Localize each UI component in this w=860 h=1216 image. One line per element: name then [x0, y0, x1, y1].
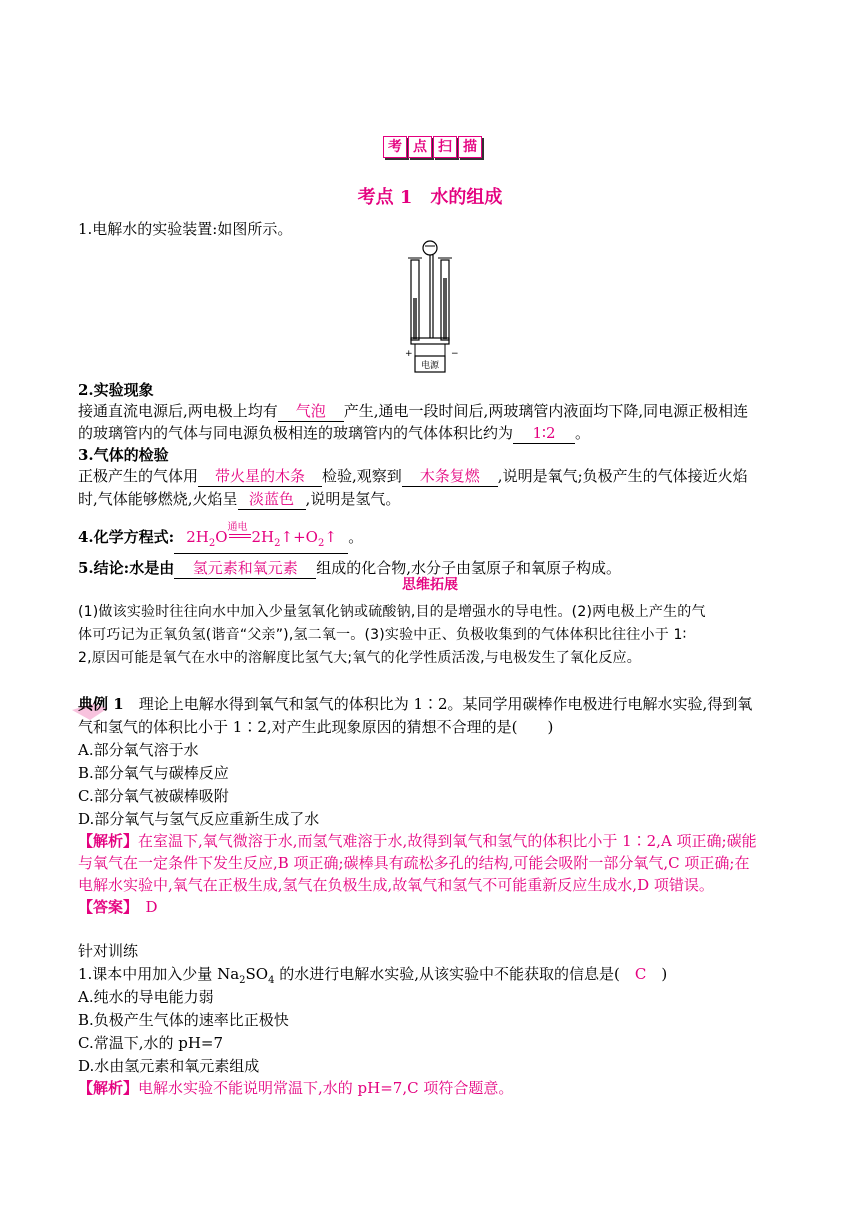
banner-char: 扫 [433, 136, 457, 158]
thinking-line1: (1)做该实验时往往向水中加入少量氢氧化钠或硫酸钠,目的是增强水的导电性。(2)两电极上产生的气 [78, 604, 706, 620]
item3-heading: 3.气体的检验 [78, 446, 169, 464]
training-option-b: B.负极产生气体的速率比正极快 [78, 1011, 289, 1029]
item2-heading: 2.实验现象 [78, 381, 154, 399]
example-question-line1: 典例 1 理论上电解水得到氧气和氢气的体积比为 1∶2。某同学用碳棒作电极进行电解水实验,得到氧 [78, 695, 753, 713]
blank-bubbles: 气泡 [278, 402, 344, 422]
section-banner [383, 136, 483, 160]
example-question-line2: 气和氢气的体积比小于 1∶2,对产生此现象原因的猜想不合理的是( ) [78, 718, 554, 736]
example-option-a: A.部分氧气溶于水 [78, 741, 199, 759]
item3-line2: 时,气体能够燃烧,火焰呈 淡蓝色 ,说明是氢气。 [78, 490, 401, 508]
thinking-title: 思维拓展 [402, 577, 458, 593]
example-answer: 【答案】 D [78, 898, 158, 916]
blank-ratio: 1∶2 [513, 424, 575, 444]
banner-char: 描 [458, 136, 482, 158]
item2-line2: 的玻璃管内的气体与同电源负极相连的玻璃管内的气体体积比约为 1∶2 。 [78, 424, 591, 442]
example-analysis-line3: 电解水实验中,氧气在正极生成,氢气在负极生成,故氧气和氢气不可能重新反应生成水,D 项错误。 [78, 876, 714, 894]
example-analysis-line2: 与氧气在一定条件下发生反应,B 项正确;碳棒具有疏松多孔的结构,可能会吸附一部分氧气,C 项正确;在 [78, 854, 750, 872]
power-label: 电源 [420, 361, 440, 371]
thinking-line3: 2,原因可能是氧气在水中的溶解度比氢气大;氧气的化学性质活泼,与电极发生了氧化反应。 [78, 650, 641, 666]
training-option-c: C.常温下,水的 pH=7 [78, 1034, 224, 1052]
blank-elements: 氢元素和氧元素 [174, 559, 316, 579]
item2-line1: 接通直流电源后,两电极上均有 气泡 产生,通电一段时间后,两玻璃管内液面均下降,同电源正极相连 [78, 402, 749, 420]
electrolysis-apparatus-diagram [395, 238, 465, 376]
example-option-c: C.部分氧气被碳棒吸附 [78, 787, 229, 805]
banner-char: 点 [408, 136, 432, 158]
blank-rekindle: 木条复燃 [402, 467, 498, 487]
training-heading: 针对训练 [78, 942, 139, 960]
training-answer: C [634, 965, 647, 983]
training-option-a: A.纯水的导电能力弱 [78, 988, 214, 1006]
training-question: 1.课本中用加入少量 $Na_2SO_4$ 的水进行电解水实验,从该实验中不能获取的信息是( C ) [78, 965, 668, 986]
section-title: 考点 1 水的组成 [357, 187, 503, 208]
item3-line1: 正极产生的气体用 带火星的木条 检验,观察到 木条复燃 ,说明是氧气;负极产生的气体接近火焰 [78, 467, 748, 485]
minus-label: − [451, 349, 459, 359]
item1-text: 1.电解水的实验装置:如图所示。 [78, 220, 293, 238]
item5-line: 5.结论:水是由 氢元素和氧元素 组成的化合物,水分子由氢原子和氧原子构成。 [78, 559, 621, 577]
example-option-b: B.部分氧气与碳棒反应 [78, 764, 229, 782]
example-option-d: D.部分氧气与氢气反应重新生成了水 [78, 810, 320, 828]
blank-glowing-splint: 带火星的木条 [198, 467, 322, 487]
item4-line: 4.化学方程式: $2H_2O$ 通电 $2H_2↑+O_2↑$ 。 [78, 526, 798, 554]
plus-label: + [405, 349, 413, 359]
thinking-line2: 体可巧记为正氧负氢(谐音“父亲”),氢二氧一。(3)实验中正、负极收集到的气体体积比往往小于 1∶ [78, 627, 687, 643]
training-option-d: D.水由氢元素和氧元素组成 [78, 1057, 260, 1075]
example-analysis-line1: 【解析】在室温下,氧气微溶于水,而氢气难溶于水,故得到氧气和氢气的体积比小于 1∶2,A 项正确;碳能 [78, 832, 757, 850]
blank-pale-blue: 淡蓝色 [238, 490, 306, 510]
chemical-equation: $2H_2O$ 通电 $2H_2↑+O_2↑$ [174, 528, 348, 554]
training-analysis: 【解析】电解水实验不能说明常温下,水的 pH=7,C 项符合题意。 [78, 1079, 514, 1097]
banner-char: 考 [383, 136, 407, 158]
